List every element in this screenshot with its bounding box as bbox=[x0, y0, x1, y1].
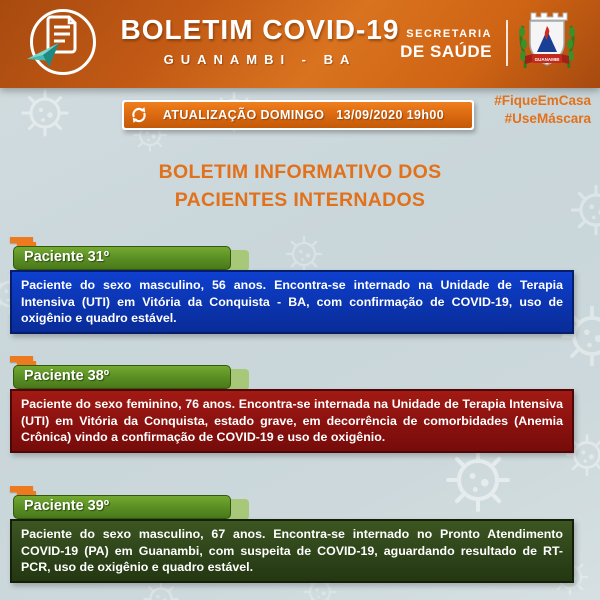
patient-description: Paciente do sexo masculino, 67 anos. Encontra-se internado no Pronto Atendimento COVID-19 (PA) em Guanambi, com suspeita de COVID-19, aguardando resultado de RT-PCR, uso de oxigênio e quadro estável. bbox=[10, 519, 574, 583]
patient-label: Paciente 31º bbox=[13, 246, 231, 270]
secretariat-line1: SECRETARIA bbox=[406, 28, 492, 40]
paper-plane-icon bbox=[27, 43, 59, 67]
patient-card bbox=[10, 486, 576, 583]
virus-icon bbox=[17, 85, 73, 141]
step-decoration bbox=[10, 237, 576, 246]
patient-description: Paciente do sexo masculino, 56 anos. Encontra-se internado na Unidade de Terapia Intensiva (UTI) em Vitória da Conquista - BA, com confirmação de COVID-19, uso de oxigênio e quadro estável. bbox=[10, 270, 574, 334]
crest-banner-text: GUANAMBI bbox=[534, 57, 560, 62]
hashtag-use-mask: #UseMáscara bbox=[504, 111, 591, 126]
bulletin-subtitle: GUANAMBI - BA bbox=[163, 52, 357, 67]
patient-card bbox=[10, 237, 576, 334]
patient-label: Paciente 39º bbox=[13, 495, 231, 519]
update-bar bbox=[122, 100, 474, 130]
patient-description: Paciente do sexo feminino, 76 anos. Encontra-se internada na Unidade de Terapia Intensiva (UTI) em Vitória da Conquista, estado grave, em decorrência de comorbidades (Anemia Crônica) vindo a confirmação de COVID-19 e uso de oxigênio. bbox=[10, 389, 574, 453]
bulletin-logo-icon bbox=[30, 9, 96, 75]
step-decoration bbox=[10, 356, 576, 365]
hashtags bbox=[494, 92, 591, 128]
secretariat-line2: DE SAÚDE bbox=[400, 42, 492, 61]
header-bar bbox=[0, 0, 600, 88]
hashtag-stay-home: #FiqueEmCasa bbox=[494, 93, 591, 108]
patient-card bbox=[10, 356, 576, 453]
update-label: ATUALIZAÇÃO DOMINGO bbox=[162, 108, 325, 122]
step-decoration bbox=[10, 486, 576, 495]
refresh-icon bbox=[129, 105, 149, 125]
bulletin-title: BOLETIM COVID-19 bbox=[120, 14, 400, 45]
page-title bbox=[0, 158, 600, 214]
update-text bbox=[149, 108, 472, 122]
page-title-line1: BOLETIM INFORMATIVO DOS bbox=[158, 161, 442, 183]
header-divider bbox=[506, 20, 508, 66]
update-datetime: 13/09/2020 19h00 bbox=[336, 108, 445, 122]
page-title-line2: PACIENTES INTERNADOS bbox=[174, 189, 426, 211]
city-crest-icon bbox=[515, 8, 579, 83]
secretariat-label bbox=[400, 26, 492, 60]
patient-label: Paciente 38º bbox=[13, 365, 231, 389]
